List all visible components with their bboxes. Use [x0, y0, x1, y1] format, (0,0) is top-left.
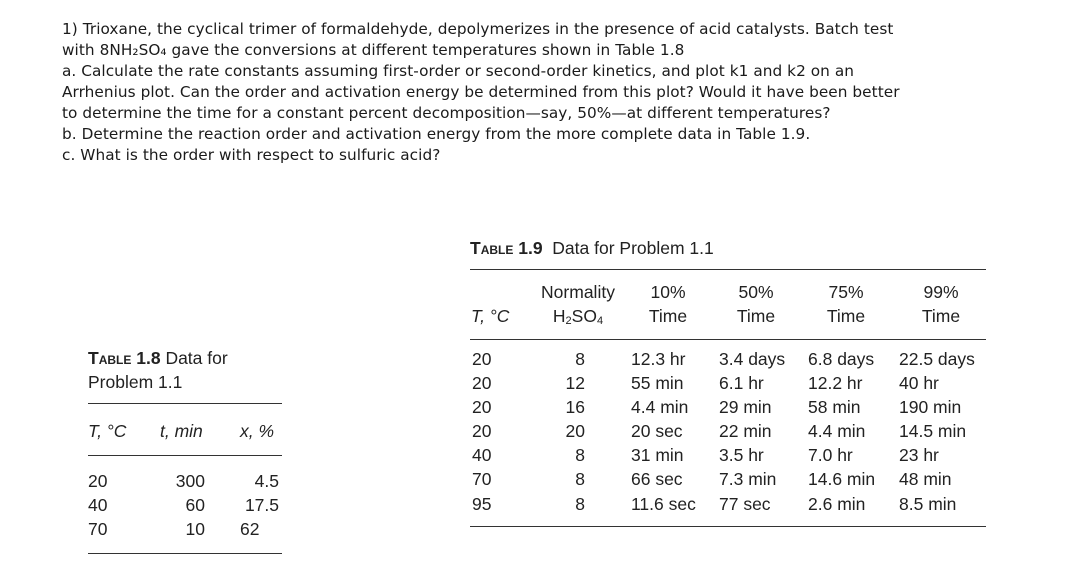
table-caption-text: Data for [165, 348, 228, 368]
header-conversion: x, % [240, 421, 275, 441]
table-cell: 29 min [719, 397, 772, 417]
table-rule [470, 269, 986, 270]
table-cell: 12.3 hr [631, 349, 686, 369]
table-cell: 8 [575, 349, 585, 369]
header-temp-text: T, °C [471, 306, 510, 326]
table-cell: 7.0 hr [808, 445, 853, 465]
formula-part: H [552, 306, 566, 326]
table-cell: 2.6 min [808, 494, 866, 514]
problem-line: with 8NH₂SO₄ gave the conversions at different temperatures shown in Table 1.8 [62, 41, 685, 59]
table-cell: 12 [565, 373, 585, 393]
table-cell: 8 [575, 445, 585, 465]
table-cell: 8 [575, 494, 585, 514]
table-cell: 10 [185, 519, 205, 539]
formula-part: SO [571, 306, 597, 326]
table-cell: 58 min [808, 397, 861, 417]
header-temp [471, 304, 509, 328]
table-cell: 11.6 sec [631, 494, 696, 514]
table-cell: 66 sec [631, 469, 683, 489]
table-cell: 6.8 days [808, 349, 875, 369]
table-cell: 4.4 min [808, 421, 866, 441]
header-time: t, min [160, 421, 203, 441]
header-75-percent: 75% [828, 282, 864, 302]
table-cell: 62 [240, 519, 260, 539]
table-cell: 7.3 min [719, 469, 777, 489]
table-cell: 23 hr [899, 445, 939, 465]
table-cell: 8.5 min [899, 494, 957, 514]
table-cell: 20 [472, 421, 492, 441]
table-cell: 14.5 min [899, 421, 967, 441]
table-cell: 48 min [899, 469, 952, 489]
table-cell: 17.5 [244, 495, 279, 515]
table-rule [470, 339, 986, 340]
table-cell: 14.6 min [808, 469, 876, 489]
formula-subscript: 2 [565, 315, 572, 327]
table-cell: 4.4 min [631, 397, 689, 417]
table-cell: 20 [472, 397, 492, 417]
table-cell: 20 [472, 373, 492, 393]
header-time: Time [736, 306, 776, 326]
table-cell: 55 min [631, 373, 684, 393]
table-cell: 20 [565, 421, 585, 441]
table-cell: 60 [185, 495, 205, 515]
table-1-9-caption [470, 236, 714, 260]
table-cell: 40 [472, 445, 492, 465]
table-cell: 31 min [631, 445, 684, 465]
table-cell: 4.5 [254, 471, 279, 491]
header-normality-line2 [528, 304, 628, 328]
table-cell: 3.5 hr [719, 445, 764, 465]
table-label: Table [88, 348, 132, 368]
header-10-percent: 10% [650, 282, 686, 302]
header-time: Time [826, 306, 866, 326]
table-cell: 70 [88, 519, 108, 539]
problem-line: c. What is the order with respect to sulfuric acid? [62, 146, 441, 164]
header-temp: T, °C [88, 421, 127, 441]
header-time: Time [921, 306, 961, 326]
problem-line: 1) Trioxane, the cyclical trimer of formaldehyde, depolymerizes in the presence of acid catalysts. Batch test [62, 20, 894, 38]
header-normality-line1: Normality [541, 282, 615, 302]
table-cell: 70 [472, 469, 492, 489]
problem-line: a. Calculate the rate constants assuming first-order or second-order kinetics, and plot k1 and k2 on an [62, 62, 854, 80]
table-number: 1.8 [136, 348, 161, 368]
table-cell: 40 [88, 495, 108, 515]
problem-line: Arrhenius plot. Can the order and activation energy be determined from this plot? Would it have been better [62, 83, 900, 101]
table-cell: 20 sec [631, 421, 683, 441]
table-cell: 3.4 days [719, 349, 786, 369]
table-cell: 22 min [719, 421, 772, 441]
table-cell: 8 [575, 469, 585, 489]
table-cell: 20 [88, 471, 108, 491]
table-cell: 12.2 hr [808, 373, 863, 393]
header-50-percent: 50% [738, 282, 774, 302]
table-cell: 190 min [899, 397, 962, 417]
table-rule [470, 526, 986, 527]
table-cell: 77 sec [719, 494, 771, 514]
header-99-percent: 99% [923, 282, 959, 302]
table-cell: 95 [472, 494, 492, 514]
table-cell: 16 [565, 397, 585, 417]
table-number: 1.9 [518, 238, 543, 258]
table-1-8-caption-line2: Problem 1.1 [88, 372, 183, 392]
table-cell: 20 [472, 349, 492, 369]
table-cell: 6.1 hr [719, 373, 764, 393]
problem-line: to determine the time for a constant percent decomposition—say, 50%—at different temperatures? [62, 104, 831, 122]
table-label: Table [470, 238, 514, 258]
problem-line: b. Determine the reaction order and activation energy from the more complete data in Table 1.9. [62, 125, 811, 143]
table-caption-text: Data for Problem 1.1 [552, 238, 714, 258]
table-cell: 300 [175, 471, 205, 491]
formula-subscript: 4 [596, 315, 604, 327]
header-time: Time [648, 306, 688, 326]
table-cell: 40 hr [899, 373, 939, 393]
table-cell: 22.5 days [899, 349, 975, 369]
